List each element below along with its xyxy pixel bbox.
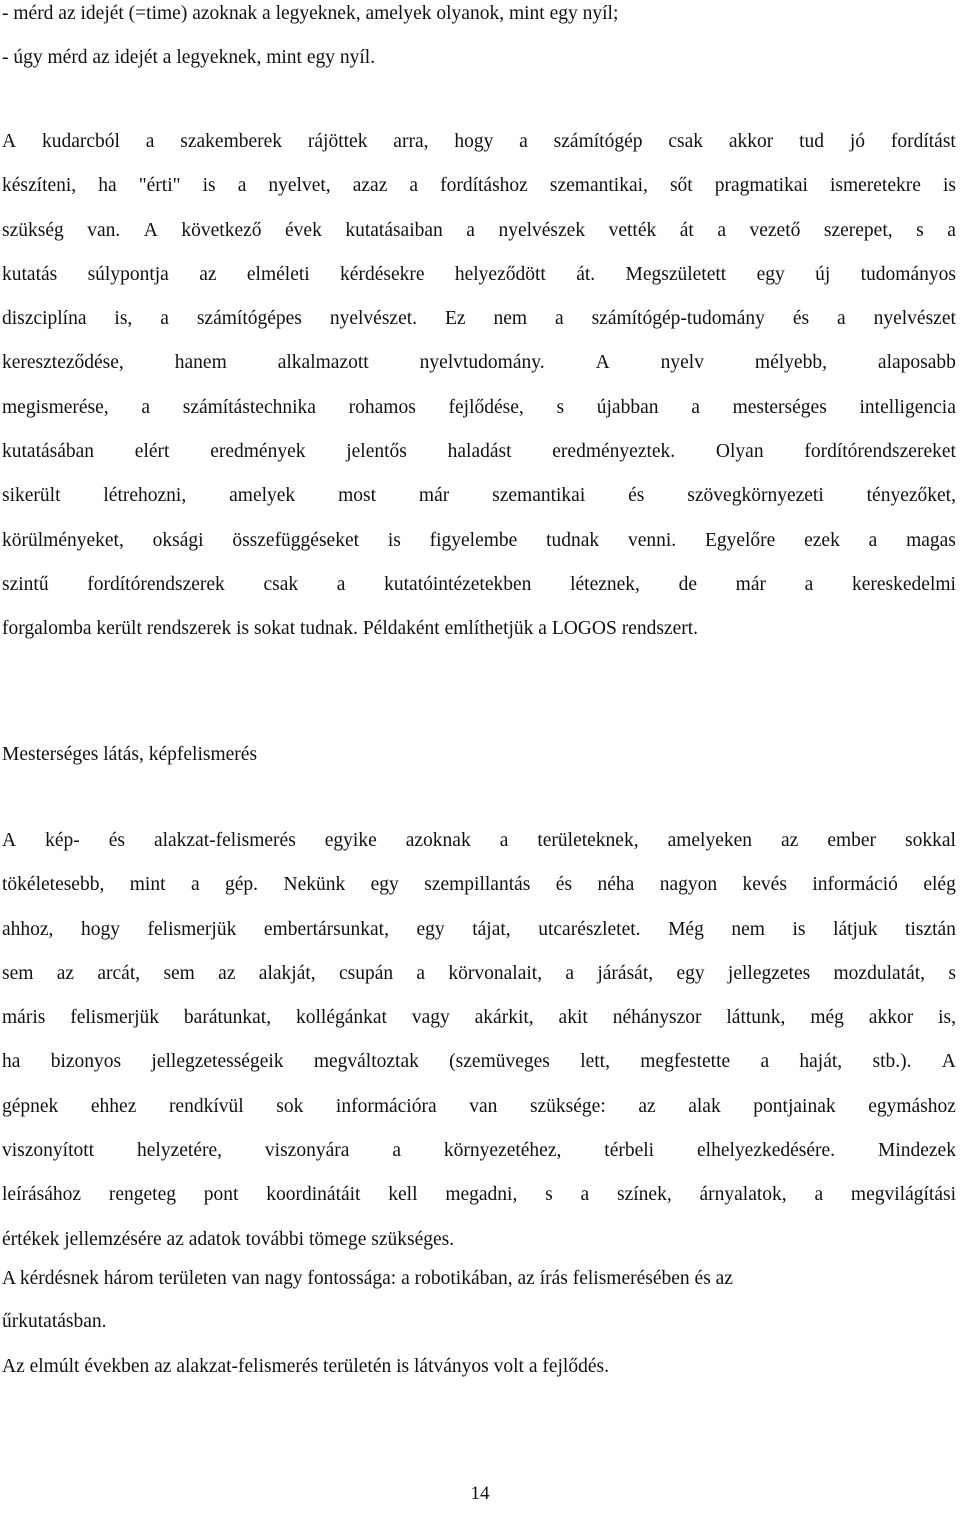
word: fordításhoz: [440, 175, 528, 197]
paragraph-line: [2, 1173, 956, 1217]
paragraph-line-last: űrkutatásban.: [2, 1311, 107, 1332]
word: az: [56, 962, 75, 984]
word: A: [2, 131, 17, 152]
word: az: [199, 263, 217, 285]
word: haját,: [799, 1051, 843, 1073]
word: sem: [2, 962, 34, 984]
word: amelyek: [229, 485, 296, 507]
word: körvonalait,: [448, 962, 543, 984]
word: a: [814, 1184, 824, 1206]
word: azaz: [352, 175, 388, 197]
word: van: [469, 1095, 498, 1117]
word: számítógép: [553, 131, 643, 152]
word: egy: [756, 263, 785, 285]
word: Ez: [444, 308, 466, 330]
word: rájöttek: [307, 131, 368, 152]
word: ahhoz,: [2, 918, 54, 940]
word: A: [2, 830, 17, 851]
word: alaposabb: [877, 352, 956, 374]
word: kereszteződése,: [2, 352, 124, 374]
word: az: [638, 1095, 656, 1117]
word: nyelvtudomány.: [419, 352, 545, 374]
paragraph-line: [2, 474, 956, 518]
word: tisztán: [905, 918, 956, 940]
word: vették: [608, 219, 657, 241]
word: alkalmazott: [277, 352, 369, 374]
word: kérdésekre: [340, 263, 425, 285]
word: jellegzetességeik: [151, 1051, 284, 1073]
paragraph-image-recognition: [2, 819, 956, 1262]
word: új: [815, 263, 831, 285]
paragraph-line: A kérdésnek három területen van nagy fontossága: a robotikában, az írás felismerésében és az: [2, 1268, 733, 1289]
word: elhelyezkedésére.: [697, 1140, 836, 1162]
word: készíteni,: [2, 175, 77, 197]
word: alak: [688, 1095, 721, 1117]
word: hogy: [80, 918, 120, 940]
word: magas: [906, 529, 956, 551]
word: s: [948, 962, 956, 984]
word: Egyelőre: [704, 529, 776, 551]
word: összefüggéseket: [232, 529, 360, 551]
word: fordítást: [890, 131, 956, 152]
word: a: [717, 219, 726, 241]
word: A: [595, 352, 610, 374]
word: a: [804, 573, 814, 595]
paragraph-line: [2, 1085, 956, 1129]
paragraph-line: [2, 819, 956, 863]
word: térbeli: [604, 1140, 655, 1162]
word: tökéletesebb,: [2, 874, 105, 896]
word: az: [781, 830, 799, 851]
paragraph-line: Az elmúlt években az alakzat-felismerés területén is látványos volt a fejlődés.: [2, 1356, 609, 1377]
word: megváltoztak: [313, 1051, 419, 1073]
word: felismerjük: [147, 918, 237, 940]
word: rohamos: [348, 396, 416, 418]
word: fejlődése,: [448, 396, 524, 418]
word: lett,: [580, 1051, 610, 1073]
word: nyelv: [660, 352, 704, 374]
word: csupán: [338, 962, 394, 984]
word: kollégánkat: [295, 1007, 387, 1029]
word: mozdulatát,: [833, 962, 926, 984]
word: rendkívül: [168, 1095, 244, 1117]
word: jellegzetes: [727, 962, 811, 984]
word: is: [387, 529, 401, 551]
word: is: [202, 175, 216, 197]
word: a: [409, 175, 419, 197]
word: gép.: [225, 874, 259, 896]
word: szüksége:: [529, 1095, 606, 1117]
word: a: [691, 396, 700, 418]
word: sőt: [669, 175, 693, 197]
word: alakzat-felismerés: [153, 830, 296, 851]
word: sokkal: [905, 830, 956, 851]
word: akárkit,: [474, 1007, 534, 1029]
word: Nekünk: [283, 874, 346, 896]
word: megadni,: [445, 1184, 518, 1206]
word: akkor: [868, 1007, 914, 1029]
word: barátunkat,: [183, 1007, 272, 1029]
word: haladást: [447, 441, 512, 463]
word: tényezőket,: [866, 485, 956, 507]
paragraph-line: [2, 209, 956, 253]
word: de: [678, 573, 697, 595]
word: a: [190, 874, 200, 896]
word: színek,: [617, 1184, 672, 1206]
word: már: [418, 485, 450, 507]
word: elért: [134, 441, 170, 463]
word: mesterséges: [732, 396, 827, 418]
word: kutatóintézetekben: [384, 573, 532, 595]
word: át: [679, 219, 694, 241]
word: is: [792, 918, 806, 940]
paragraph-line: [2, 952, 956, 996]
word: intelligencia: [859, 396, 956, 418]
word: most: [338, 485, 377, 507]
word: kudarcból: [41, 131, 120, 152]
word: Még: [668, 918, 704, 940]
word: ember: [827, 830, 877, 851]
word: nyelvészet.: [329, 308, 418, 330]
word: elég: [923, 874, 956, 896]
word: ha: [98, 175, 117, 197]
word: a: [554, 308, 564, 330]
word: A: [143, 219, 158, 241]
word: nyelvet,: [268, 175, 331, 197]
word: bizonyos: [50, 1051, 122, 1073]
paragraph-line: [2, 1040, 956, 1084]
intro-list: [2, 0, 956, 81]
word: következő: [181, 219, 262, 241]
word: (szemüveges: [449, 1051, 550, 1073]
word: gépnek: [2, 1095, 59, 1117]
word: megismerése,: [2, 396, 109, 418]
word: a: [160, 308, 169, 330]
word: szükség: [2, 219, 64, 241]
paragraph-line-last: forgalomba került rendszerek is sokat tudnak. Példaként említhetjük a LOGOS rendszert.: [2, 618, 699, 640]
paragraph-line: [2, 120, 956, 164]
word: Olyan: [715, 441, 764, 463]
word: a: [760, 1051, 770, 1073]
word: is,: [938, 1007, 956, 1029]
word: árnyalatok,: [699, 1184, 787, 1206]
word: kutatásában: [2, 441, 95, 463]
word: évek: [285, 219, 322, 241]
word: szakemberek: [180, 131, 283, 152]
word: néhányszor: [612, 1007, 702, 1029]
word: sok: [276, 1095, 304, 1117]
word: máris: [2, 1007, 46, 1029]
word: ehhez: [90, 1095, 137, 1117]
word: létrehozni,: [103, 485, 187, 507]
paragraph-line: [2, 297, 956, 341]
word: viszonyított: [2, 1140, 95, 1162]
word: információ: [812, 874, 898, 896]
page-number: 14: [470, 1483, 490, 1504]
word: mélyebb,: [754, 352, 827, 374]
word: A: [941, 1051, 956, 1073]
word: jó: [849, 131, 866, 152]
word: a: [499, 830, 509, 851]
word: kutatás: [2, 263, 58, 285]
word: szemantikai,: [549, 175, 648, 197]
word: és: [792, 308, 810, 330]
word: csak: [668, 131, 703, 152]
word: s: [916, 219, 924, 241]
word: van.: [87, 219, 121, 241]
intro-item: - úgy mérd az idejét a legyeknek, mint egy nyíl.: [2, 47, 376, 69]
word: számítógép-tudomány: [591, 308, 765, 330]
word: mint: [129, 874, 166, 896]
word: egy: [370, 874, 399, 896]
word: nem: [731, 918, 765, 940]
word: pont: [203, 1184, 239, 1206]
word: nagyon: [659, 874, 718, 896]
word: és: [555, 874, 573, 896]
word: a: [237, 175, 247, 197]
word: stb.).: [872, 1051, 912, 1073]
word: azoknak: [405, 830, 471, 851]
word: oksági: [152, 529, 204, 551]
paragraph-line-last: értékek jellemzésére az adatok további tömege szükséges.: [2, 1228, 455, 1250]
word: arra,: [393, 131, 429, 152]
word: kereskedelmi: [852, 573, 956, 595]
word: s: [556, 396, 565, 418]
word: felismerjük: [70, 1007, 160, 1029]
word: és: [628, 485, 645, 507]
word: területeknek,: [537, 830, 639, 851]
word: egy: [676, 962, 705, 984]
word: a: [868, 529, 878, 551]
word: pontjainak: [753, 1095, 836, 1117]
paragraph-line: [2, 908, 956, 952]
word: megvilágítási: [850, 1184, 956, 1206]
word: látjuk: [833, 918, 878, 940]
word: környezetéhez,: [443, 1140, 562, 1162]
word: eredmények: [210, 441, 306, 463]
paragraph-line: [2, 341, 956, 385]
word: utcarészletet.: [538, 918, 641, 940]
word: ezek: [804, 529, 840, 551]
paragraph-line: [2, 996, 956, 1040]
word: diszciplína: [2, 308, 87, 330]
word: Megszületett: [625, 263, 727, 285]
intro-item: - mérd az idejét (=time) azoknak a legyeknek, amelyek olyanok, mint egy nyíl;: [2, 3, 619, 24]
word: ismeretekre: [829, 175, 921, 197]
word: tud: [799, 131, 824, 152]
paragraph-line: [2, 253, 956, 297]
word: nyelvészet: [873, 308, 956, 330]
word: egyike: [324, 830, 377, 851]
word: a: [145, 131, 155, 152]
word: vagy: [411, 1007, 450, 1029]
word: a: [141, 396, 151, 418]
word: csak: [263, 573, 299, 595]
word: hanem: [174, 352, 227, 374]
word: fordítórendszerek: [87, 573, 225, 595]
word: még: [810, 1007, 844, 1029]
paragraph-line: [2, 430, 956, 474]
word: jelentős: [346, 441, 407, 463]
word: számítástechnika: [182, 396, 316, 418]
word: néha: [597, 874, 635, 896]
paragraph-machine-translation: [2, 120, 956, 652]
word: rengeteg: [108, 1184, 176, 1206]
word: a: [466, 219, 475, 241]
word: a: [565, 962, 575, 984]
word: helyzetére,: [137, 1140, 222, 1162]
word: újabban: [596, 396, 659, 418]
word: az: [218, 962, 236, 984]
word: a: [416, 962, 426, 984]
word: már: [735, 573, 766, 595]
word: a: [580, 1184, 590, 1206]
word: arcát,: [97, 962, 141, 984]
word: fordítórendszereket: [804, 441, 956, 463]
paragraph-line: [2, 563, 956, 607]
word: helyeződött: [454, 263, 546, 285]
word: sem: [163, 962, 195, 984]
word: koordinátáit: [266, 1184, 361, 1206]
word: kép-: [45, 830, 80, 851]
word: eredményeztek.: [552, 441, 676, 463]
word: a: [519, 131, 528, 152]
word: "érti": [138, 175, 181, 197]
word: információra: [335, 1095, 437, 1117]
word: egy: [416, 918, 445, 940]
word: is,: [114, 308, 133, 330]
word: a: [336, 573, 346, 595]
word: járását,: [597, 962, 654, 984]
word: egymáshoz: [868, 1095, 956, 1117]
word: szövegkörnyezeti: [687, 485, 824, 507]
word: szintű: [2, 573, 49, 595]
word: s: [545, 1184, 553, 1206]
word: viszonyára: [264, 1140, 350, 1162]
paragraph-line: [2, 1129, 956, 1173]
word: figyelembe: [429, 529, 518, 551]
word: tudományos: [860, 263, 956, 285]
word: pragmatikai: [714, 175, 808, 197]
word: tájat,: [472, 918, 511, 940]
paragraph-importance: [2, 1257, 956, 1343]
word: megfestette: [640, 1051, 731, 1073]
word: is: [942, 175, 956, 197]
word: körülményeket,: [2, 529, 124, 551]
word: venni.: [627, 529, 677, 551]
word: szempillantás: [424, 874, 531, 896]
word: kutatásaiban: [345, 219, 443, 241]
word: a: [947, 219, 956, 241]
word: láttunk,: [726, 1007, 786, 1029]
word: súlypontja: [87, 263, 169, 285]
word: sikerült: [2, 485, 61, 507]
word: tudnak: [546, 529, 600, 551]
word: léteznek,: [570, 573, 640, 595]
section-heading: Mesterséges látás, képfelismerés: [2, 744, 258, 765]
word: a: [837, 308, 846, 330]
word: Mindezek: [877, 1140, 956, 1162]
word: ha: [2, 1051, 21, 1073]
word: alakját,: [258, 962, 316, 984]
word: leírásához: [2, 1184, 82, 1206]
word: akkor: [728, 131, 774, 152]
word: kell: [388, 1184, 418, 1206]
word: akit: [558, 1007, 588, 1029]
word: embertársunkat,: [263, 918, 389, 940]
word: a: [392, 1140, 401, 1162]
word: nyelvészek: [498, 219, 586, 241]
paragraph-progress: [2, 1345, 956, 1388]
word: hogy: [454, 131, 494, 152]
word: nem: [493, 308, 528, 330]
paragraph-line: [2, 519, 956, 563]
word: kevés: [742, 874, 787, 896]
word: szemantikai: [492, 485, 586, 507]
word: amelyeken: [667, 830, 753, 851]
paragraph-line: [2, 164, 956, 208]
paragraph-line: [2, 386, 956, 430]
word: és: [108, 830, 125, 851]
paragraph-line: [2, 863, 956, 907]
word: számítógépes: [196, 308, 302, 330]
word: elméleti: [246, 263, 310, 285]
word: át.: [576, 263, 596, 285]
word: vezető: [749, 219, 801, 241]
word: szerepet,: [823, 219, 893, 241]
